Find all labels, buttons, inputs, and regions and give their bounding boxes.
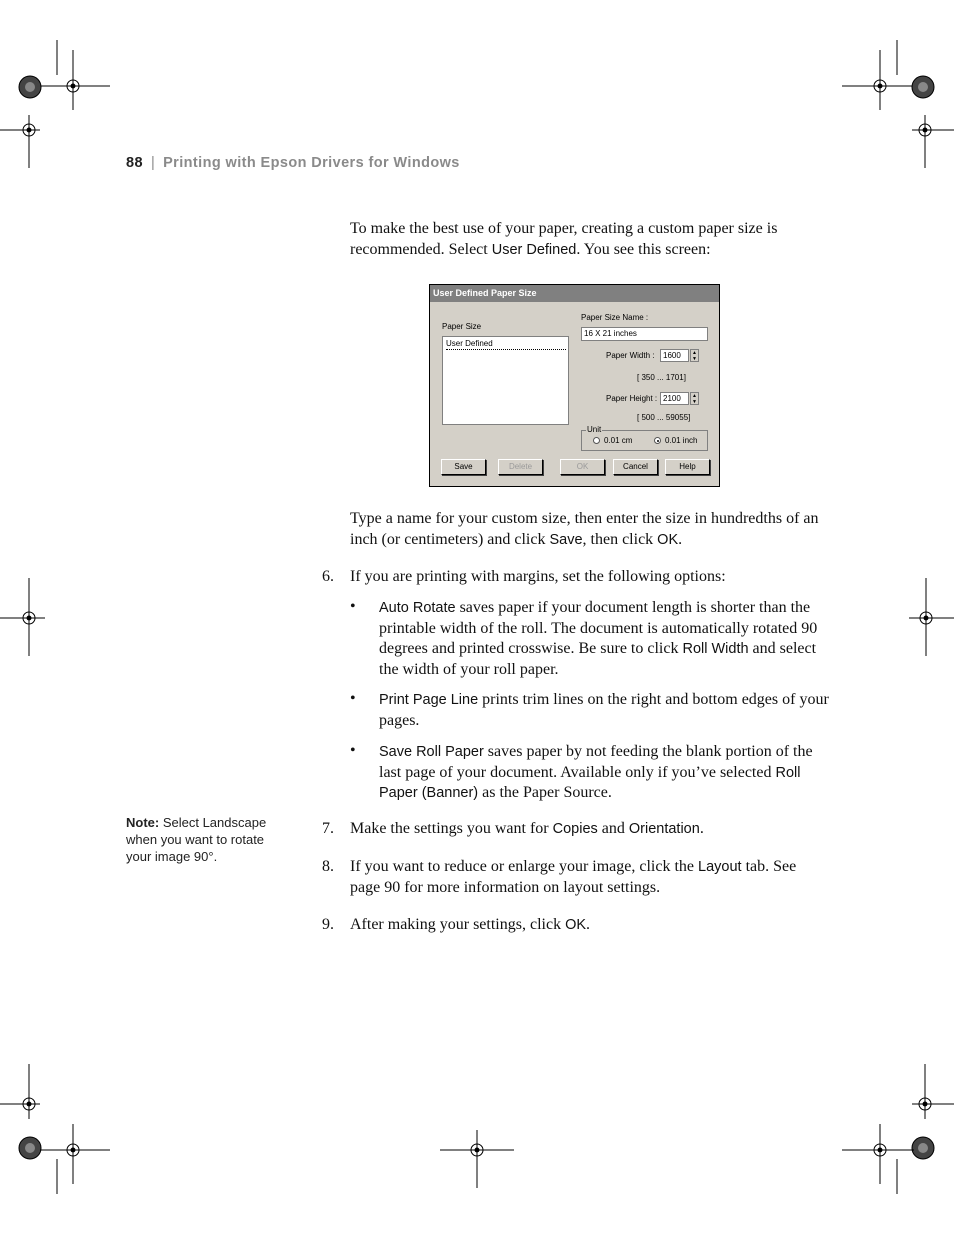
paper-width-field[interactable]: 1600 <box>660 349 689 362</box>
crop-mark-bottom-left <box>0 1064 120 1194</box>
paper-size-list[interactable] <box>442 336 569 425</box>
step-9-text: After making your settings, click OK. <box>350 916 591 933</box>
crop-mark-top-left <box>0 40 120 170</box>
user-defined-paper-size-dialog <box>429 284 720 487</box>
ui-term-ok: OK <box>657 531 679 548</box>
cancel-button[interactable]: Cancel <box>613 459 658 475</box>
paper-width-spinner[interactable]: ▲ ▼ <box>690 349 699 362</box>
type-name-paragraph: Type a name for your custom size, then enter the size in hundredths of an inch (or centimeters) and click Save, then click OK. <box>350 510 819 548</box>
unit-inch-radio[interactable] <box>654 437 661 444</box>
step-7-text: Make the settings you want for Copies and Orientation. <box>350 820 704 837</box>
crop-mark-mid-right <box>909 578 954 658</box>
unit-cm-label: 0.01 cm <box>604 436 633 445</box>
ui-term-save: Save <box>549 531 583 548</box>
ok-button[interactable]: OK <box>560 459 605 475</box>
save-button[interactable]: Save <box>441 459 486 475</box>
paper-width-range: [ 350 ... 1701] <box>637 373 686 382</box>
page-number: 88 <box>126 155 143 171</box>
unit-inch-label: 0.01 inch <box>665 436 698 445</box>
delete-button[interactable]: Delete <box>498 459 543 475</box>
paper-height-label: Paper Height : <box>606 394 658 403</box>
bullet-print-page-line: Print Page Line prints trim lines on the right and bottom edges of your pages. <box>379 691 829 729</box>
chapter-title: Printing with Epson Drivers for Windows <box>163 155 460 171</box>
help-button[interactable]: Help <box>665 459 710 475</box>
unit-label: Unit <box>587 425 602 434</box>
step-8-text: If you want to reduce or enlarge your image, click the Layout tab. See page 90 for more information on layout settings. <box>350 858 797 896</box>
bullet-auto-rotate: Auto Rotate saves paper if your document length is shorter than the printable width of the roll. The document is automatically rotated 90 degrees and printed crosswise. Be sure to click Roll Width and select the width of your roll paper. <box>379 599 818 678</box>
bullet-icon: • <box>350 742 356 759</box>
paper-size-label: Paper Size <box>442 322 482 331</box>
paper-size-name-label: Paper Size Name : <box>581 313 649 322</box>
step-8-number: 8. <box>322 858 334 875</box>
dialog-title: User Defined Paper Size <box>430 285 719 302</box>
side-note: Note: Select Landscape when you want to rotate your image 90°. <box>126 815 267 864</box>
step-6-text: If you are printing with margins, set the following options: <box>350 568 726 585</box>
header-separator: | <box>150 155 156 171</box>
paper-width-label: Paper Width : <box>606 351 655 360</box>
crop-mark-bottom-right <box>834 1064 954 1194</box>
paper-size-name-field[interactable]: 16 X 21 inches <box>581 327 708 341</box>
crop-mark-mid-left <box>0 578 45 658</box>
ui-term-user-defined: User Defined <box>491 241 577 258</box>
bullet-icon: • <box>350 690 356 707</box>
ui-term-landscape: Landscape <box>202 815 267 830</box>
step-9-number: 9. <box>322 916 334 933</box>
crop-mark-top-right <box>834 40 954 170</box>
bullet-icon: • <box>350 598 356 615</box>
list-item[interactable]: User Defined <box>446 339 566 350</box>
paper-height-spinner[interactable]: ▲ ▼ <box>690 392 699 405</box>
running-header <box>126 155 460 171</box>
crop-mark-bottom-center <box>438 1130 518 1190</box>
step-7-number: 7. <box>322 820 334 837</box>
note-label: Note: <box>126 815 160 830</box>
bullet-save-roll-paper: Save Roll Paper saves paper by not feeding the blank portion of the last page of your document. Available only if you’ve selected Roll Paper (Banner) as the Paper Source. <box>379 743 813 801</box>
intro-paragraph: To make the best use of your paper, creating a custom paper size is recommended. Select User Defined. You see this screen: <box>350 220 778 258</box>
unit-cm-radio[interactable] <box>593 437 600 444</box>
step-6-number: 6. <box>322 568 334 585</box>
paper-height-range: [ 500 ... 59055] <box>637 413 691 422</box>
paper-height-field[interactable]: 2100 <box>660 392 689 405</box>
